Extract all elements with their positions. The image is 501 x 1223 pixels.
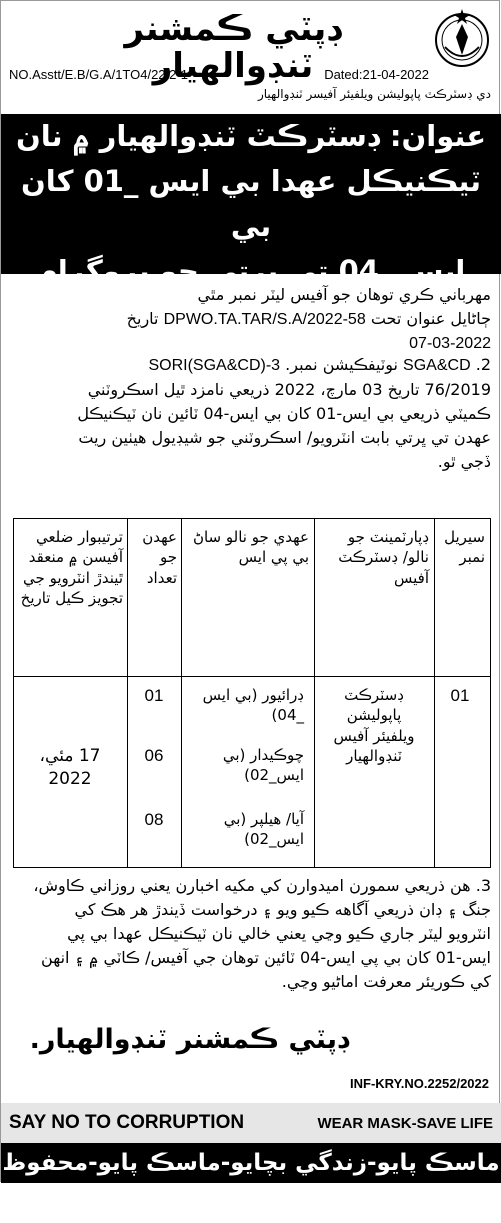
subject-line-1: عنوان: ڊسٽرڪٽ ٽنڊوالهيار ۾ نان: [15, 119, 487, 153]
reference-line: [9, 67, 429, 82]
paragraph-3-line-3: انٽرويو ليٽر جاري ڪيو وڃي يعني خالي نان ٽيڪنيڪل عهدا بي پي: [67, 924, 491, 943]
paragraph-3-line-5: کي ڪوريئر معرفت اماڻيو وڃي.: [281, 972, 491, 991]
subject-line-3: ايس _04 تي ڀرتي جو پروگرام: [36, 253, 466, 288]
letter-date: Dated:21-04-2022: [324, 67, 429, 82]
paragraph-3: [7, 874, 491, 994]
subject-box: [1, 114, 501, 288]
header-count: عهدن جو تعداد: [142, 528, 177, 587]
footer-banner: [1, 1103, 501, 1143]
mask-slogan: WEAR MASK-SAVE LIFE: [317, 1114, 493, 1132]
paragraph-2-line-1: [7, 353, 491, 378]
header-department: ڊپارٽمينٽ جو نالو/ ڊسٽرڪٽ آفيس: [338, 528, 429, 587]
paragraph-1-suffix: تاريخ: [126, 309, 159, 328]
subject-line-2: ٽيڪنيڪل عهدا بي ايس _01 کان بي: [20, 163, 482, 243]
post-count: 06: [144, 746, 164, 765]
urdu-mask-slogan: ماسڪ پايو-زندگي بچايو-ماسڪ پايو-محفوظ رهو: [1, 1143, 501, 1183]
notification-label: نوٽيفڪيشن نمبر.: [285, 355, 398, 374]
paragraph-3-text: هن ذريعي سمورن اميدوارن کي مکيه اخبارن يعني روزاني ڪاوش،: [33, 876, 471, 895]
header-post: عهدي جو نالو ساڻ بي پي ايس: [192, 528, 309, 567]
paragraph-1-line-2: [7, 307, 491, 332]
paragraph-3-line-1: [7, 874, 491, 898]
interview-date: 17 مئي، 2022: [39, 746, 101, 789]
paragraph-1-prefix: ڄاڻايل عنوان تحت: [370, 309, 491, 328]
paragraph-3-number: 3.: [475, 876, 491, 895]
post-count: 01: [144, 686, 164, 705]
reference-number: NO.Asstt/E.B/G.A/1TO4/22/2-1: [9, 67, 188, 82]
paragraph-3-line-2: جنگ ۽ ڊان ذريعي آگاهه ڪيو ويو ۽ درخواست ڏيندڙ هر هڪ کي: [74, 900, 491, 919]
inf-number: INF-KRY.NO.2252/2022: [350, 1076, 489, 1091]
post-count: 08: [144, 810, 164, 829]
paragraph-1: [7, 283, 491, 356]
post-name: چوڪيدار (بي ايس_02): [222, 746, 304, 785]
paragraph-1-date: 07-03-2022: [409, 335, 491, 352]
notification-dept: SGA&CD: [403, 357, 471, 374]
letter-header: [1, 1, 501, 113]
post-name: آيا/ هيلپر (بي ايس_02): [223, 810, 304, 849]
paragraph-2-line-2: 76/2019 تاريخ 03 مارچ، 2022 ذريعي نامزد ٿيل اسڪروٽني: [87, 380, 491, 399]
paragraph-1-line-1: مهرباني ڪري توهان جو آفيس ليٽر نمبر مٿي: [197, 285, 491, 304]
paragraph-2-line-3: ڪميٽي ذريعي بي ايس-01 کان بي ايس-04 ٽائين نان ٽيڪنيڪل: [77, 404, 491, 423]
office-title: ڊپٽي ڪمشنر ٽنڊوالهيار: [124, 9, 342, 87]
post-name: ڊرائيور (بي ايس _04): [202, 686, 304, 725]
department-name: ڊسٽرڪٽ پاپوليشن ويلفيئر آفيس ٽنڊوالهيار: [333, 686, 415, 765]
signature-block: ڊپٽي ڪمشنر ٽنڊوالهيار.: [29, 1024, 349, 1055]
header-interview-date: ترتيبوار ضلعي آفيسن ۾ منعقد ٿيندڙ انٽرويو جي تجويز ڪيل تاريخ: [20, 528, 123, 607]
paragraph-2: [7, 353, 491, 474]
paragraph-2-line-4: عهدن تي ڀرتي بابت انٽرويو/ اسڪروٽني جو شيڊيول هيٺين ريت: [78, 428, 491, 447]
paragraph-2-number: 2.: [475, 355, 491, 374]
anti-corruption-slogan: SAY NO TO CORRUPTION: [9, 1112, 245, 1133]
serial-number: 01: [450, 686, 470, 705]
interview-schedule-table: [13, 518, 491, 868]
paragraph-2-line-5: ڏجي ٿو.: [437, 452, 491, 471]
government-emblem-icon: [431, 7, 493, 69]
notification-code: SORI(SGA&CD)-3: [148, 357, 281, 374]
header-serial: سيريل نمبر: [444, 528, 485, 567]
recipient-office: دي ڊسٽرڪٽ پاپوليشن ويلفيئر آفيسر ٽنڊوالهيار: [257, 87, 491, 101]
paragraph-3-line-4: ايس-01 کان بي پي ايس-04 ٽائين توهان جي آفيس/ ڪاٽي ۾ ۽ انهن: [41, 948, 491, 967]
letter-code: DPWO.TA.TAR/S.A/2022-58: [163, 311, 366, 328]
